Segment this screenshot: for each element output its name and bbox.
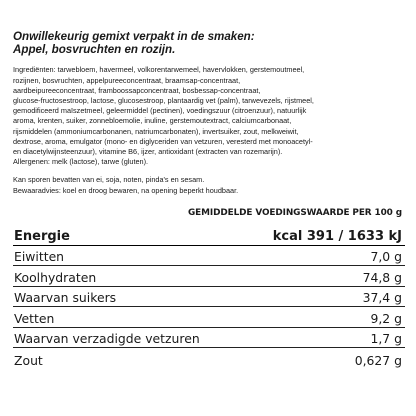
ingredients-text [13, 65, 405, 167]
ingredients-line: aroma, krenten, suiker, zonnebloemolie, inuline, gerstemoutextract, calciumcarbonaat, [13, 116, 292, 126]
nutrition-table [13, 224, 405, 369]
nutrient-value: 0,627 g [354, 352, 402, 368]
nutrient-label: Eiwitten [14, 249, 65, 265]
ingredients-line: en diacetylwijnsteenzuur), vitamine B6, ijzer, antioxidant (extracten van rozemarijn). [13, 147, 283, 157]
ingredients-line: Ingrediënten: tarwebloem, havermeel, volkorentarwemeel, havervlokken, gerstemoutmeel, [13, 65, 305, 75]
nutrition-row-fat [13, 307, 405, 328]
flavour-headline [13, 30, 405, 56]
nutrition-title: GEMIDDELDE VOEDINGSWAARDE PER 100 g [188, 207, 402, 218]
ingredients-line: gemodificeerd maïszetmeel, geleermiddel (pectinen), voedingszuur (citroenzuur), natuurlijk [13, 106, 307, 116]
ingredients-line: dextrose, aroma, emulgator (mono- en diglyceriden van vetzuren, veresterd met monoacetyl- [13, 136, 313, 146]
ingredients-line: glucose-fructosestroop, lactose, glucosestroop, plantaardig vet (palm), tarwevezels, rijstmeel, [13, 96, 314, 106]
notes-text [13, 175, 405, 195]
allergens-line: Allergenen: melk (lactose), tarwe (gluten). [13, 157, 149, 167]
nutrition-row-protein [13, 246, 405, 267]
headline-line-1: Onwillekeurig gemixt verpakt in de smaken: [13, 30, 255, 43]
ingredients-line: rozijnen, bosvruchten, appelpureeconcentraat, braamsap-concentraat, [13, 75, 241, 85]
nutrition-row-saturated-fat [13, 328, 405, 349]
nutrition-row-sugars [13, 287, 405, 308]
nutrition-row-salt [13, 348, 405, 369]
nutrient-label: Koolhydraten [14, 269, 97, 285]
nutrient-value: kcal 391 / 1633 kJ [272, 228, 402, 244]
nutrient-label: Energie [14, 228, 70, 244]
storage-note: Bewaaradvies: koel en droog bewaren, na opening beperkt houdbaar. [13, 185, 239, 195]
nutrient-value: 74,8 g [362, 269, 402, 285]
nutrition-row-energy [13, 224, 405, 246]
nutrition-row-carbohydrates [13, 266, 405, 287]
nutrient-label: Vetten [14, 310, 55, 326]
nutrient-value: 1,7 g [370, 331, 402, 347]
headline-line-2: Appel, bosvruchten en rozijn. [13, 43, 176, 57]
traces-note: Kan sporen bevatten van ei, soja, noten, pinda's en sesam. [13, 175, 205, 185]
ingredients-line: rijsmiddelen (ammoniumcarbonanen, natriumcarbonaten), invertsuiker, zout, melkweiwit, [13, 126, 299, 136]
nutrient-label: Waarvan verzadigde vetzuren [14, 331, 200, 347]
nutrient-value: 9,2 g [370, 310, 402, 326]
nutrient-value: 7,0 g [370, 249, 402, 265]
nutrient-label: Zout [14, 352, 43, 368]
nutrient-label: Waarvan suikers [14, 290, 117, 306]
product-label [13, 30, 405, 369]
nutrient-value: 37,4 g [362, 290, 402, 306]
ingredients-line: aardbeipureeconcentraat, framboossapconcentraat, bosbessap-concentraat, [13, 85, 261, 95]
